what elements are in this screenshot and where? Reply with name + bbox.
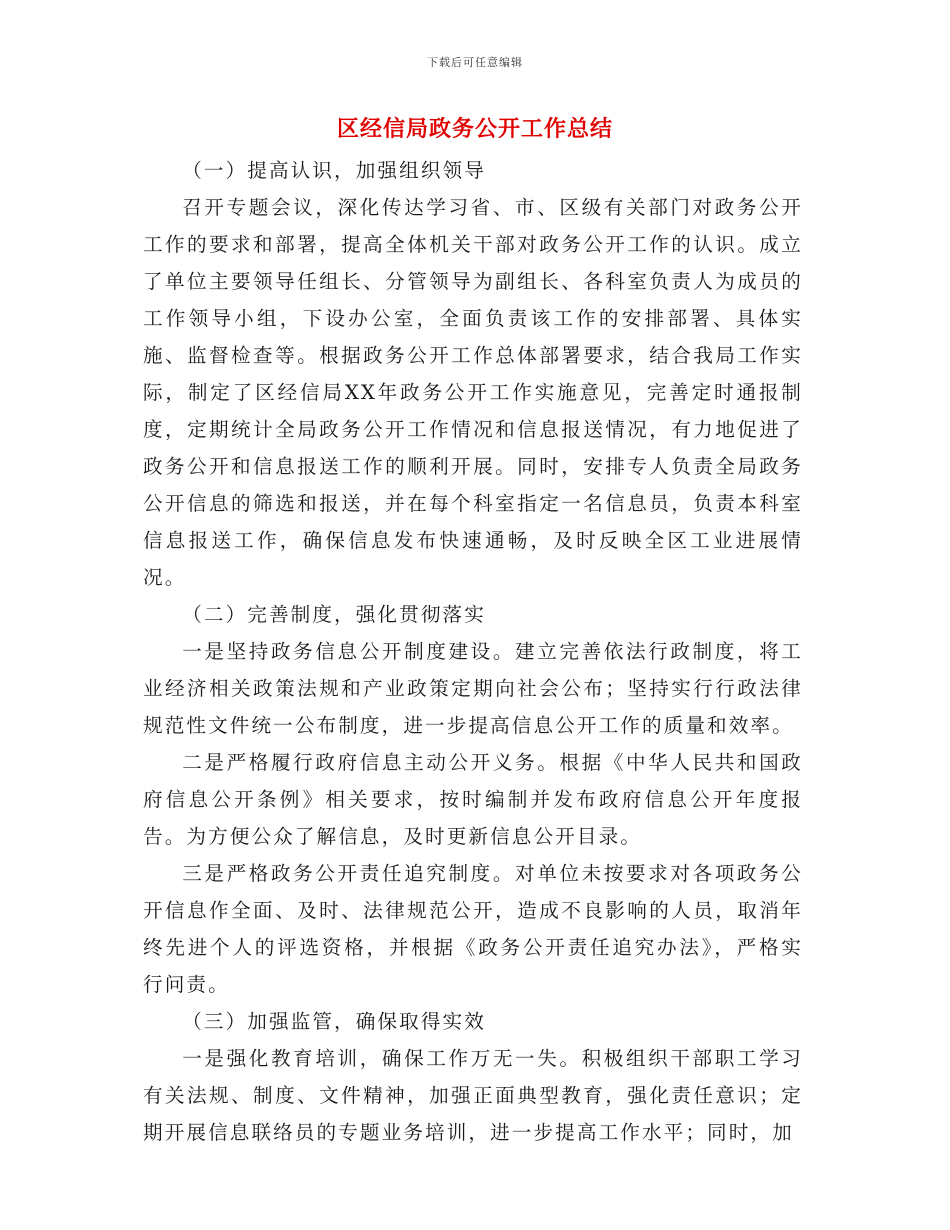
header-note: 下载后可任意编辑 — [427, 56, 523, 69]
section-heading-1: （一）提高认识，加强组织领导 — [182, 159, 486, 182]
paragraph: 一是坚持政务信息公开制度建设。建立完善依法行政制度，将工业经济相关政策法规和产业政策定期向社会公布；坚持实行行政法律规范性文件统一公布制度，进一步提高信息公开工作的质量和效率。 — [143, 640, 803, 737]
paragraph: 二是严格履行政府信息主动公开义务。根据《中华人民共和国政府信息公开条例》相关要求，按时编制并发布政府信息公开年度报告。为方便公众了解信息，及时更新信息公开目录。 — [143, 751, 803, 848]
paragraph: 一是强化教育培训，确保工作万无一失。积极组织干部职工学习有关法规、制度、文件精神，加强正面典型教育，强化责任意识；定期开展信息联络员的专题业务培训，进一步提高工作水平；同时，加 — [143, 1047, 803, 1144]
document-body — [143, 152, 803, 1151]
section-heading-3: （三）加强监管，确保取得实效 — [182, 1010, 486, 1033]
section-heading-2: （二）完善制度，强化贯彻落实 — [182, 603, 486, 626]
document-title: 区经信局政务公开工作总结 — [336, 117, 613, 142]
paragraph: 三是严格政务公开责任追究制度。对单位未按要求对各项政务公开信息作全面、及时、法律规范公开，造成不良影响的人员，取消年终先进个人的评选资格，并根据《政务公开责任追究办法》，严格实行问责。 — [143, 862, 803, 996]
paragraph: 召开专题会议，深化传达学习省、市、区级有关部门对政务公开工作的要求和部署，提高全体机关干部对政务公开工作的认识。成立了单位主要领导任组长、分管领导为副组长、各科室负责人为成员的工作领导小组，下设办公室，全面负责该工作的安排部署、具体实施、监督检查等。根据政务公开工作总体部署要求，结合我局工作实际，制定了区经信局XX年政务公开工作实施意见，完善定时通报制度，定期统计全局政务公开工作情况和信息报送情况，有力地促进了政务公开和信息报送工作的顺利开展。同时，安排专人负责全局政务公开信息的筛选和报送，并在每个科室指定一名信息员，负责本科室信息报送工作，确保信息发布快速通畅，及时反映全区工业进展情况。 — [143, 196, 803, 589]
